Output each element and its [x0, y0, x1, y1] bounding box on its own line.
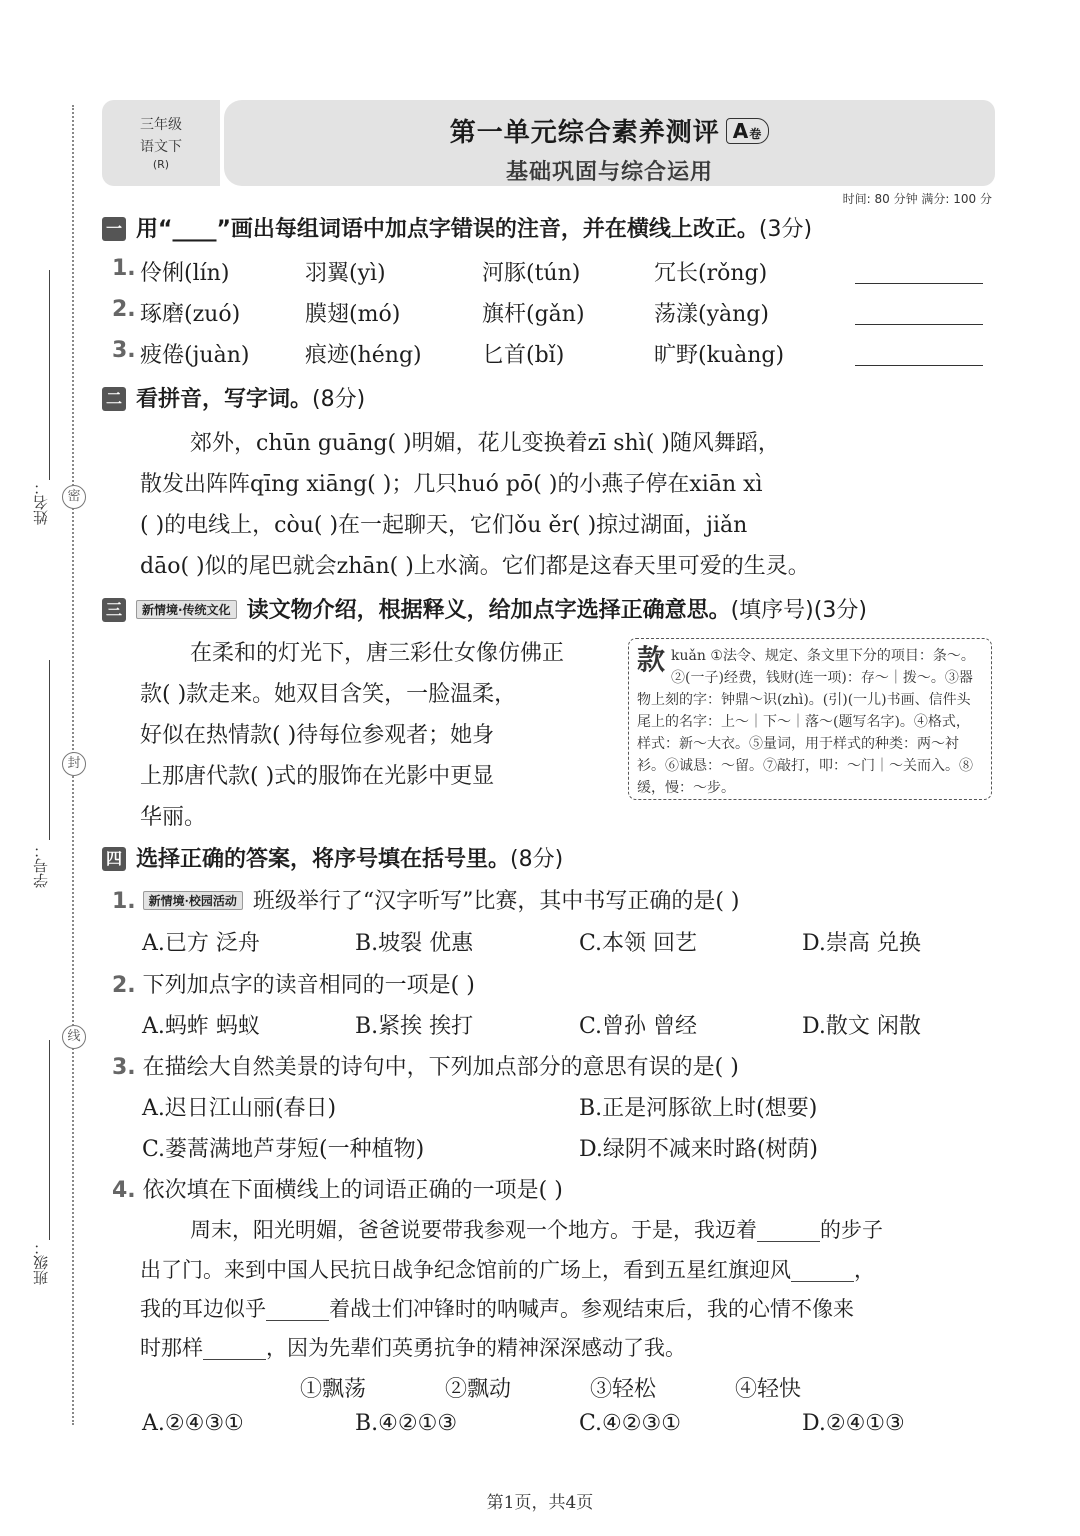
seal-char-xian: 线 — [62, 1025, 86, 1049]
q2-line-3: ( )的电线上，còu( )在一起聊天，它们ǒu ěr( )掠过湖面，jiǎn — [140, 513, 748, 538]
q4-s3-opt-d[interactable]: D.绿阴不减来时路(树荫) — [579, 1137, 819, 1162]
q4-score: (8分) — [510, 847, 564, 872]
q2-score: (8分) — [312, 387, 366, 412]
q4-s3-text: 在描绘大自然美景的诗句中，下列加点部分的意思有误的是( ) — [142, 1055, 739, 1080]
q3-text: 读文物介绍，根据释义，给加点字选择正确意思。 — [246, 598, 731, 623]
q1-answer-line-1[interactable] — [855, 283, 983, 284]
q1-text: 用“____”画出每组词语中加点字错误的注音，并在横线上改正。 — [136, 217, 759, 242]
q1-word: 羽翼(yì) — [305, 261, 386, 286]
q3-line-1: 在柔和的灯光下，唐三彩仕女像仿佛正 — [190, 641, 565, 666]
q1-word: 膜翅(mó) — [305, 302, 401, 327]
dictionary-box — [628, 638, 992, 800]
q1-answer-line-2[interactable] — [855, 324, 983, 325]
q4-sub-num: 4. — [112, 1178, 136, 1203]
q1-word: 冗长(rǒng) — [654, 261, 768, 286]
q4-s4-text: 依次填在下面横线上的词语正确的一项是( ) — [142, 1178, 563, 1203]
volume-suffix: 卷 — [749, 127, 763, 141]
q4-sub-3 — [112, 1050, 739, 1081]
q4-s4-word-2: ②飘动 — [445, 1377, 512, 1402]
q3-title — [102, 593, 867, 624]
q1-word: 河豚(tún) — [482, 261, 581, 286]
q2-line-2: 散发出阵阵qīng xiāng( )；几只huó pō( )的小燕子停在xiān xì — [140, 472, 763, 497]
q2-line-1: 郊外，chūn guāng( )明媚，花儿变换着zī shì( )随风舞蹈， — [190, 431, 780, 456]
q3-context-tag: 新情境·传统文化 — [136, 600, 237, 619]
q1-answer-line-3[interactable] — [855, 365, 983, 366]
q1-word: 旗杆(gǎn) — [482, 302, 585, 327]
q4-s1-opt-c[interactable]: C.本领 回艺 — [579, 931, 698, 956]
q4-s3-opt-b[interactable]: B.正是河豚欲上时(想要) — [579, 1096, 818, 1121]
q4-s3-opt-a[interactable]: A.迟日江山丽(春日) — [142, 1096, 337, 1121]
q2-line-4: dāo( )似的尾巴就会zhān( )上水滴。它们都是这春天里可爱的生灵。 — [140, 554, 810, 579]
name-label: 姓名： — [32, 480, 50, 525]
q3-line-2: 款( )款走来。她双目含笑，一脸温柔， — [140, 682, 517, 707]
q4-sub-num: 2. — [112, 973, 136, 998]
q1-row-num: 2. — [112, 297, 136, 322]
grade-box — [102, 100, 220, 186]
q4-s4-passage-3: 我的耳边似乎______着战士们冲锋时的呐喊声。参观结束后，我的心情不像来 — [140, 1297, 854, 1321]
q4-s4-passage-2: 出了门。来到中国人民抗日战争纪念馆前的广场上，看到五星红旗迎风______， — [140, 1258, 875, 1282]
title-banner — [224, 100, 995, 186]
q1-word: 琢磨(zuó) — [140, 302, 241, 327]
q1-score: (3分) — [758, 217, 813, 242]
q4-s4-word-4: ④轻快 — [735, 1377, 802, 1402]
q4-s4-opt-c[interactable]: C.④②③① — [579, 1411, 681, 1436]
subject-text: 语文下 — [140, 139, 182, 155]
q2-title — [102, 382, 365, 413]
q4-sub-num: 3. — [112, 1055, 136, 1080]
id-label: 学号： — [32, 843, 50, 888]
q4-text: 选择正确的答案，将序号填在括号里。 — [136, 847, 511, 872]
q4-s3-opt-c[interactable]: C.蒌蒿满地芦芽短(一种植物) — [142, 1137, 425, 1162]
q4-s4-word-1: ①飘荡 — [300, 1377, 367, 1402]
title-text: 第一单元综合素养测评 — [449, 118, 720, 148]
q4-s2-opt-a[interactable]: A.蚂蚱 蚂蚁 — [142, 1014, 260, 1039]
seal-char-mi: 密 — [62, 485, 86, 509]
q1-word: 痕迹(héng) — [305, 343, 422, 368]
q4-s1-opt-a[interactable]: A.已方 泛舟 — [142, 931, 260, 956]
q4-s1-opt-d[interactable]: D.崇高 兑换 — [802, 931, 921, 956]
seal-char-feng: 封 — [62, 752, 86, 776]
q1-word: 匕首(bǐ) — [482, 343, 565, 368]
q1-row-1 — [112, 256, 768, 286]
q4-sub-2 — [112, 968, 475, 999]
q1-word: 荡漾(yàng) — [654, 302, 769, 327]
volume-letter: A — [732, 119, 750, 143]
q2-number: 二 — [102, 387, 126, 411]
id-write-line — [49, 660, 50, 840]
dict-definition: kuǎn ①法令、规定、条文里下分的项目：条～。②(一子)经费，钱财(连一项)：存～｜拨～。③器物上刻的字：钟鼎～识(zhì)。(引)(一儿)书画、信件头尾上的名字：上～｜下～｜落～(题写名字)。④格式，样式：新～大衣。⑤量词，用于样式的种类：两～衬衫。⑥诚恳：～留。⑦敲打，叩：～门｜～关而入。⑧缓，慢：～步。 — [637, 648, 975, 796]
q1-row-3 — [112, 338, 785, 368]
time-score-meta: 时间: 80 分钟 满分: 100 分 — [842, 192, 992, 206]
q4-s1-text: 班级举行了“汉字听写”比赛，其中书写正确的是( ) — [252, 889, 740, 914]
q2-text: 看拼音，写字词。 — [136, 387, 313, 412]
grade-text: 三年级 — [140, 117, 182, 133]
q4-s2-opt-b[interactable]: B.紧挨 挨打 — [355, 1014, 474, 1039]
class-write-line — [49, 1040, 50, 1240]
page-footer: 第1页，共4页 — [486, 1493, 594, 1513]
q4-s4-opt-a[interactable]: A.②④③① — [142, 1411, 244, 1436]
q1-word: 疲倦(juàn) — [140, 343, 250, 368]
q4-s4-opt-d[interactable]: D.②④①③ — [802, 1411, 905, 1436]
q4-s4-passage-4: 时那样______，因为先辈们英勇抗争的精神深深感动了我。 — [140, 1336, 686, 1360]
q4-sub-1 — [112, 884, 740, 915]
q3-line-4: 上那唐代款( )式的服饰在光影中更显 — [140, 764, 495, 789]
q4-number: 四 — [102, 847, 126, 871]
dict-headword: 款 — [637, 643, 666, 676]
page-subtitle: 基础巩固与综合运用 — [505, 160, 713, 185]
q4-s2-opt-d[interactable]: D.散文 闲散 — [802, 1014, 921, 1039]
q1-row-num: 3. — [112, 338, 136, 363]
q4-s4-passage-1: 周末，阳光明媚，爸爸说要带我参观一个地方。于是，我迈着______的步子 — [190, 1218, 883, 1242]
q1-word: 伶俐(lín) — [140, 261, 230, 286]
page-title — [224, 112, 995, 149]
volume-badge — [726, 118, 770, 144]
q4-s4-word-3: ③轻松 — [590, 1377, 657, 1402]
q4-sub-num: 1. — [112, 889, 136, 914]
q3-line-3: 好似在热情款( )待每位参观者；她身 — [140, 723, 495, 748]
q3-score: (填序号)(3分) — [730, 598, 867, 623]
q4-s2-text: 下列加点字的读音相同的一项是( ) — [142, 973, 475, 998]
class-label: 班级： — [32, 1240, 50, 1285]
q4-s4-opt-b[interactable]: B.④②①③ — [355, 1411, 458, 1436]
name-write-line — [49, 270, 50, 480]
q4-title — [102, 842, 563, 873]
q4-s1-opt-b[interactable]: B.坡裂 优惠 — [355, 931, 474, 956]
q1-title — [102, 212, 812, 243]
q3-line-5: 华丽。 — [140, 805, 207, 830]
q1-number: 一 — [102, 217, 126, 241]
q3-number: 三 — [102, 598, 126, 622]
q1-row-num: 1. — [112, 256, 136, 281]
q1-word: 旷野(kuàng) — [654, 343, 785, 368]
q4-s2-opt-c[interactable]: C.曾孙 曾经 — [579, 1014, 698, 1039]
q1-row-2 — [112, 297, 769, 327]
q4-sub-4 — [112, 1173, 563, 1204]
q4-s1-tag: 新情境·校园活动 — [143, 891, 243, 910]
edition-text: (R) — [152, 158, 170, 171]
